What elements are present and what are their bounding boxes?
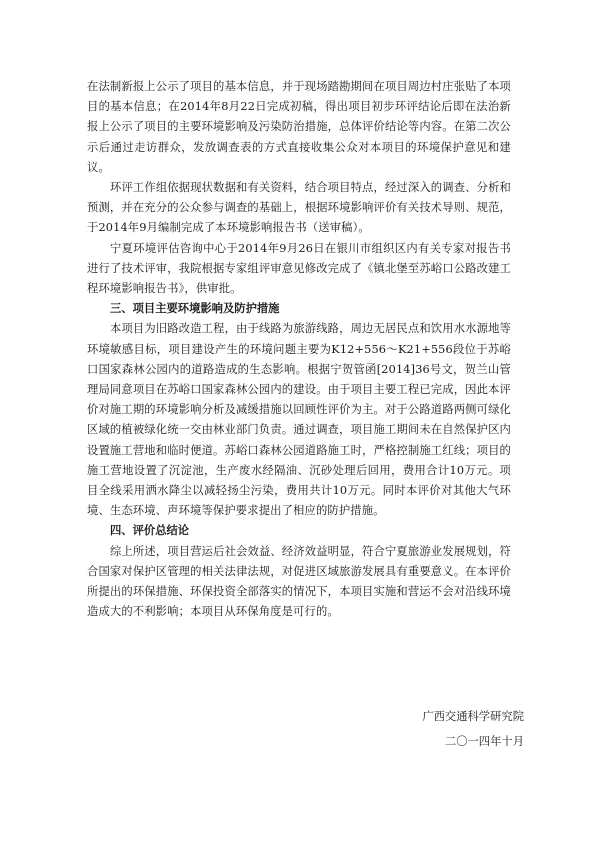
document-body: [87, 77, 511, 622]
signature-organization: 广西交通科学研究院: [422, 710, 524, 723]
paragraph-public-notice: 在法制新报上公示了项目的基本信息，并于现场踏勘期间在项目周边村庄张贴了本项目的基本信息；在2014年8月22日完成初稿，得出项目初步环评结论后即在法治新报上公示了项目的主要环境影响及污染防治措施，总体评价结论等内容。在第二次公示后通过走访群众，发放调查表的方式直接收集公众对本项目的环境保护意见和建议。: [87, 80, 511, 174]
section-heading-conclusion: 四、评价总结论: [110, 524, 190, 538]
paragraph-expert-review: 宁夏环境评估咨询中心于2014年9月26日在银川市组织区内有关专家对报告书进行了技术评审，我院根据专家组评审意见修改完成了《镇北堡至苏峪口公路改建工程环境影响报告书》，供审批。: [87, 241, 511, 296]
section-heading-impacts: 三、项目主要环境影响及防护措施: [110, 302, 280, 316]
signature-date: 二〇一四年十月: [444, 735, 524, 748]
paragraph-report-compilation: 环评工作组依据现状数据和有关资料，结合项目特点，经过深入的调查、分析和预测，并在充分的公众参与调查的基础上，根据环境影响评价有关技术导则、规范，于2014年9月编制完成了本环境影响报告书（送审稿）。: [87, 181, 511, 235]
paragraph-impacts-measures: 本项目为旧路改造工程，由于线路为旅游线路，周边无居民点和饮用水水源地等环境敏感目标，项目建设产生的环境问题主要为K12+556～K21+556段位于苏峪口国家森林公园内的道路造成的生态影响。根据宁贺管函[2014]36号文，贺兰山管理局同意项目在苏峪口国家森林公园内的建设。由于项目主要工程已完成，因此本评价对施工期的环境影响分析及减缓措施以回顾性评价为主。对于公路道路两侧可绿化区域的植被绿化统一交由林业部门负责。通过调查，项目施工期间未在自然保护区内设置施工营地和临时便道。苏峪口森林公园道路施工时，严格控制施工红线；项目的施工营地设置了沉淀池，生产废水经隔油、沉砂处理后回用，费用合计10万元。项目全线采用洒水降尘以减轻扬尘污染，费用共计10万元。同时本评价对其他大气环境、生态环境、声环境等保护要求提出了相应的防护措施。: [87, 322, 511, 518]
paragraph-conclusion: 综上所述，项目营运后社会效益、经济效益明显，符合宁夏旅游业发展规划，符合国家对保护区管理的相关法律法规，对促进区域旅游发展具有重要意义。在本评价所提出的环保措施、环保投资全部落实的情况下，本项目实施和营运不会对沿线环境造成大的不利影响；本项目从环保角度是可行的。: [87, 544, 511, 619]
